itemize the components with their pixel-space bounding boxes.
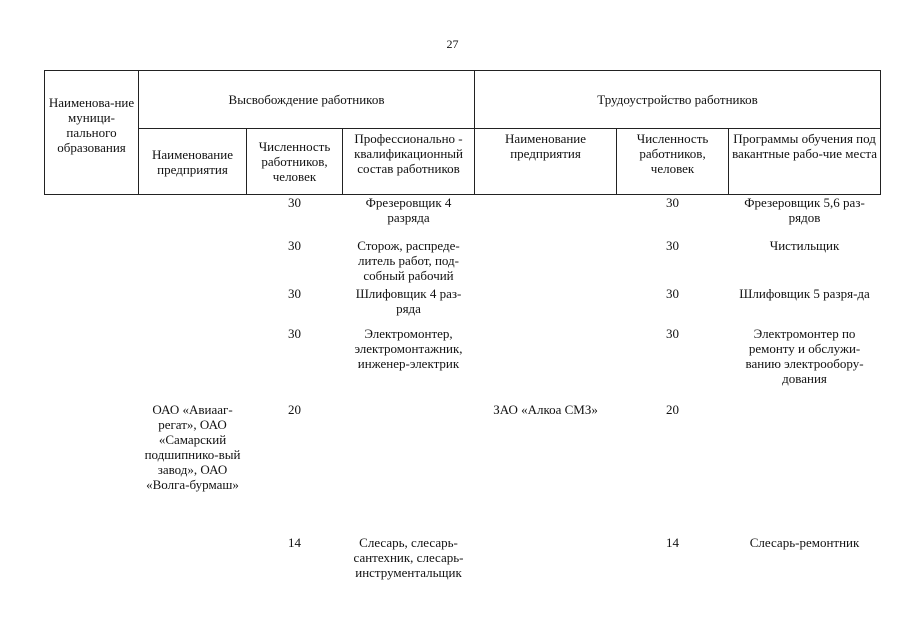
cell-municipality [45, 286, 139, 326]
cell-release-count: 14 [288, 534, 301, 550]
cell-release-count: 20 [288, 401, 301, 417]
cell-municipality [45, 535, 139, 585]
cell-release-enterprise: ОАО «Авиааг-регат», ОАО «Самарский подшипнико-вый завод», ОАО «Волга-бурмаш» [144, 401, 241, 492]
table-row [45, 238, 881, 286]
table-row [45, 535, 881, 585]
cell-release-enterprise [139, 238, 247, 286]
table-row [45, 326, 881, 402]
cell-qualification: Сторож, распреде-литель работ, под-собный рабочий [357, 237, 460, 283]
cell-employ-count: 30 [666, 237, 680, 253]
cell-release-enterprise [139, 326, 247, 402]
header-release-qualification: Профессионально - квалификационный состав работников [343, 129, 475, 195]
page-number: 27 [446, 37, 459, 51]
cell-release-count: 30 [288, 285, 301, 301]
cell-release-count: 30 [288, 237, 301, 253]
table-row [45, 195, 881, 238]
header-employ-programs: Программы обучения под вакантные рабо-чие места [729, 129, 881, 195]
cell-release-count: 30 [288, 195, 301, 210]
header-release-group: Высвобождение работников [139, 71, 475, 129]
cell-release-enterprise [139, 195, 247, 238]
cell-programs [729, 402, 881, 535]
cell-qualification: Фрезеровщик 4 разряда [365, 195, 452, 225]
header-municipality: Наименова-ние муници-пального образования [45, 71, 139, 195]
cell-release-count: 30 [288, 325, 301, 341]
cell-employ-enterprise [475, 286, 617, 326]
cell-municipality [45, 402, 139, 535]
cell-employ-enterprise [475, 535, 617, 585]
cell-employ-count: 30 [666, 325, 680, 341]
cell-employ-count: 14 [666, 534, 680, 550]
cell-qualification: Шлифовщик 4 раз-ряда [355, 285, 462, 316]
cell-programs: Фрезеровщик 5,6 раз-рядов [744, 195, 865, 225]
cell-qualification: Электромонтер, электромонтажник, инженер-электрик [354, 325, 463, 371]
cell-programs: Шлифовщик 5 разря-да [739, 285, 870, 301]
cell-employ-count: 20 [666, 401, 680, 417]
cell-employ-enterprise [475, 195, 617, 238]
cell-employ-enterprise [475, 238, 617, 286]
header-release-count: Численность работников, человек [247, 129, 343, 195]
cell-municipality [45, 326, 139, 402]
header-release-enterprise: Наименование предприятия [139, 129, 247, 195]
header-employment-group: Трудоустройство работников [475, 71, 881, 129]
table-row [45, 286, 881, 326]
cell-municipality [45, 195, 139, 238]
cell-programs: Электромонтер по ремонту и обслужи-ванию электрообору-дования [745, 325, 864, 386]
cell-qualification [343, 402, 475, 535]
cell-programs: Чистильщик [769, 237, 840, 253]
cell-release-enterprise [139, 286, 247, 326]
cell-qualification: Слесарь, слесарь-сантехник, слесарь-инструментальщик [353, 534, 464, 580]
cell-employ-count: 30 [666, 285, 680, 301]
header-employ-count: Численность работников, человек [617, 129, 729, 195]
employment-table [44, 70, 881, 585]
cell-release-enterprise [139, 535, 247, 585]
cell-programs: Слесарь-ремонтник [749, 534, 860, 550]
cell-employ-enterprise [475, 326, 617, 402]
header-employ-enterprise: Наименование предприятия [475, 129, 617, 195]
cell-municipality [45, 238, 139, 286]
cell-employ-enterprise: ЗАО «Алкоа СМЗ» [493, 401, 598, 417]
cell-employ-count: 30 [666, 195, 680, 210]
table-row [45, 402, 881, 535]
